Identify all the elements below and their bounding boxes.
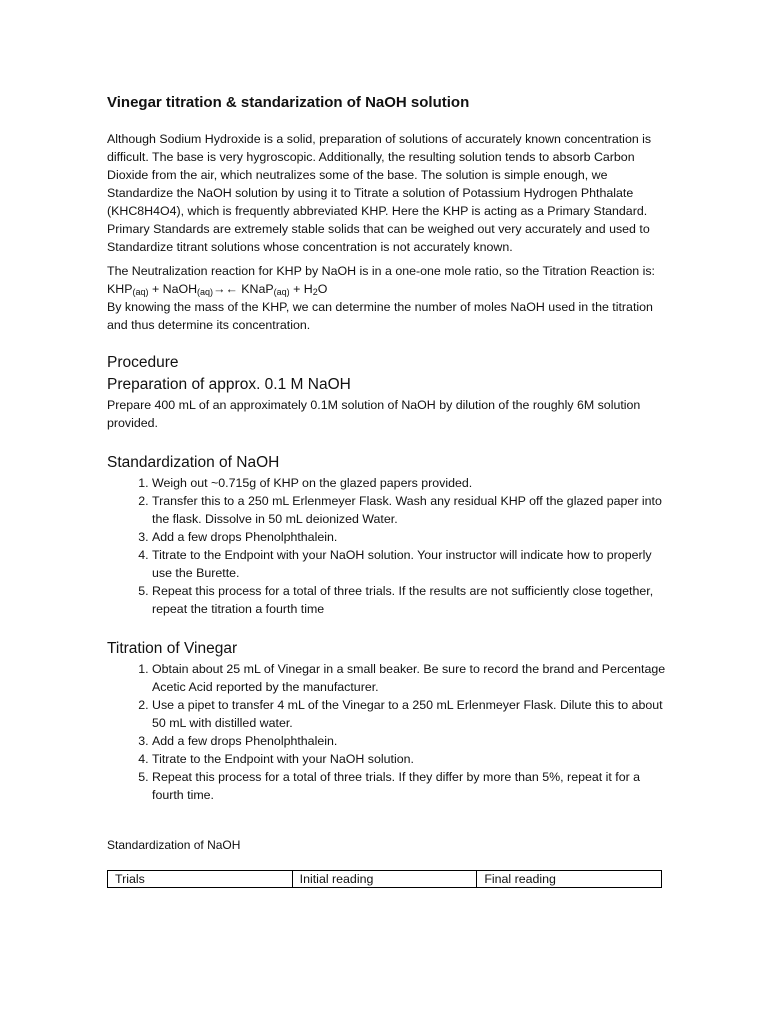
preparation-heading: Preparation of approx. 0.1 M NaOH bbox=[107, 376, 351, 393]
equation-arrows-knap: →← KNaP bbox=[213, 282, 274, 296]
table-header-row bbox=[108, 871, 662, 888]
document-title: Vinegar titration & standarization of NaOH solution bbox=[107, 94, 470, 111]
reaction-equation bbox=[107, 280, 667, 298]
standardization-heading: Standardization of NaOH bbox=[107, 454, 280, 471]
list-item: 1. Obtain about 25 mL of Vinegar in a small beaker. Be sure to record the brand and Percentage Acetic Acid reported by the manufacturer. bbox=[152, 660, 667, 696]
titration-heading: Titration of Vinegar bbox=[107, 640, 238, 657]
intro-paragraph-2: The Neutralization reaction for KHP by NaOH is in a one-one mole ratio, so the Titration Reaction is: bbox=[107, 264, 655, 278]
table-caption: Standardization of NaOH bbox=[107, 838, 241, 852]
list-item: 4. Titrate to the Endpoint with your NaOH solution. Your instructor will indicate how to properly use the Burette. bbox=[152, 546, 667, 582]
list-item: 3. Add a few drops Phenolphthalein. bbox=[152, 528, 667, 546]
list-item: 3. Add a few drops Phenolphthalein. bbox=[152, 732, 667, 750]
table-header-trials: Trials bbox=[108, 871, 293, 888]
standardization-steps bbox=[107, 474, 667, 618]
equation-aq-1: (aq) bbox=[132, 287, 149, 297]
equation-khp: KHP bbox=[107, 282, 133, 296]
standardization-table bbox=[107, 870, 662, 888]
document-page bbox=[107, 94, 667, 888]
list-item: 2. Transfer this to a 250 mL Erlenmeyer Flask. Wash any residual KHP off the glazed paper into the flask. Dissolve in 50 mL deionized Water. bbox=[152, 492, 667, 528]
intro-paragraph-1: Although Sodium Hydroxide is a solid, preparation of solutions of accurately known concentration is difficult. The base is very hygroscopic. Additionally, the resulting solution tends to absorb Carbon Dioxide from the air, which neutralizes some of the base. The solution is simple enough, we Standardize the NaOH solution by using it to Titrate a solution of Potassium Hydrogen Phthalate (KHC8H4O4), which is frequently abbreviated KHP. Here the KHP is acting as a Primary Standard. Primary Standards are extremely stable solids that can be weighed out very accurately and used to Standardize titrant solutions whose concentration is not accurately known. bbox=[107, 132, 652, 254]
equation-aq-2: (aq) bbox=[197, 287, 214, 297]
list-item: 1. Weigh out ~0.715g of KHP on the glazed papers provided. bbox=[152, 474, 667, 492]
table-header-initial-reading: Initial reading bbox=[292, 871, 477, 888]
list-item: 5. Repeat this process for a total of three trials. If they differ by more than 5%, repeat it for a fourth time. bbox=[152, 768, 667, 804]
equation-subscript-2: 2 bbox=[312, 287, 318, 297]
equation-naoh: + NaOH bbox=[148, 282, 198, 296]
preparation-text: Prepare 400 mL of an approximately 0.1M solution of NaOH by dilution of the roughly 6M solution provided. bbox=[107, 398, 641, 430]
equation-o: O bbox=[317, 282, 328, 296]
table-header-final-reading: Final reading bbox=[477, 871, 662, 888]
equation-aq-3: (aq) bbox=[273, 287, 290, 297]
list-item: 2. Use a pipet to transfer 4 mL of the Vinegar to a 250 mL Erlenmeyer Flask. Dilute this to about 50 mL with distilled water. bbox=[152, 696, 667, 732]
equation-h: + H bbox=[289, 282, 313, 296]
procedure-heading: Procedure bbox=[107, 354, 179, 371]
titration-steps bbox=[107, 660, 667, 804]
intro-paragraph-3: By knowing the mass of the KHP, we can determine the number of moles NaOH used in the titration and thus determine its concentration. bbox=[107, 300, 653, 332]
list-item: 4. Titrate to the Endpoint with your NaOH solution. bbox=[152, 750, 667, 768]
list-item: 5. Repeat this process for a total of three trials. If the results are not sufficiently close together, repeat the titration a fourth time bbox=[152, 582, 667, 618]
